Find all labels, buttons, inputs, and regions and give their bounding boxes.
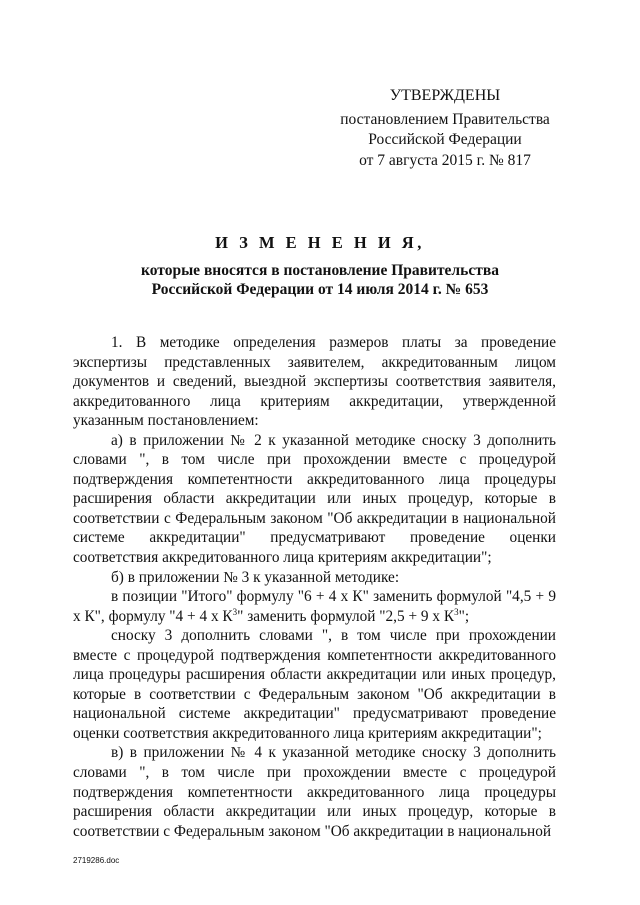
document-body [73, 333, 556, 841]
approval-block [330, 86, 560, 171]
paragraph-footnote: сноску 3 дополнить словами ", в том числе при прохождении вместе с процедурой подтверждения компетентности аккредитованного лица процедуры расширения области аккредитации или иных процедур, которые в соответствии с Федеральным законом "Об аккредитации в национальной системе аккредитации" предусматривают проведение оценки соответствия аккредитованного лица критериям аккредитации"; [73, 627, 556, 742]
approval-heading: УТВЕРЖДЕНЫ [389, 87, 501, 104]
formula-text-c: "; [458, 607, 470, 625]
formula-text-b: " заменить формулой "2,5 + 9 х К [237, 607, 455, 625]
subtitle-line-1: которые вносятся в постановление Правительства [141, 262, 499, 279]
file-name-footer: 2719286.doc [73, 856, 120, 865]
paragraph-2a: а) в приложении № 2 к указанной методике сноску 3 дополнить словами ", в том числе при прохождении вместе с процедурой подтверждения компетентности аккредитованного лица процедуры расширения области аккредитации или иных процедур, которые в соответствии с Федеральным законом "Об аккредитации в национальной системе аккредитации" предусматривают проведение оценки соответствия аккредитованного лица критериям аккредитации"; [73, 431, 556, 567]
approval-line-2: Российской Федерации [368, 131, 522, 148]
formula-text-a: в позиции "Итого" формулу "6 + 4 х К" заменить формулой "4,5 + 9 х К", формулу "4 + 4 х К [73, 588, 556, 625]
paragraph-formula [73, 587, 556, 626]
document-subtitle [60, 261, 580, 299]
paragraph-2c: в) в приложении № 4 к указанной методике сноску 3 дополнить словами ", в том числе при прохождении вместе с процедурой подтверждения компетентности аккредитованного лица процедуры расширения области аккредитации или иных процедур, которые в соответствии с Федеральным законом "Об аккредитации в национальной [73, 744, 556, 840]
formula-superscript-1: 3 [232, 606, 238, 617]
paragraph-1: 1. В методике определения размеров платы за проведение экспертизы представленных заявителем, аккредитованным лицом документов и сведений, выездной экспертизы соответствия заявителя, аккредитованного лица критериям аккредитации, утвержденной указанным постановлением: [73, 334, 556, 430]
approval-line-1: постановлением Правительства [340, 110, 550, 128]
approval-line-3: от 7 августа 2015 г. № 817 [359, 151, 531, 169]
subtitle-line-2: Российской Федерации от 14 июля 2014 г. № 653 [151, 281, 489, 298]
paragraph-2b: б) в приложении № 3 к указанной методике: [111, 568, 400, 586]
document-title: И З М Е Н Е Н И Я, [215, 233, 425, 252]
formula-superscript-2: 3 [454, 606, 459, 617]
